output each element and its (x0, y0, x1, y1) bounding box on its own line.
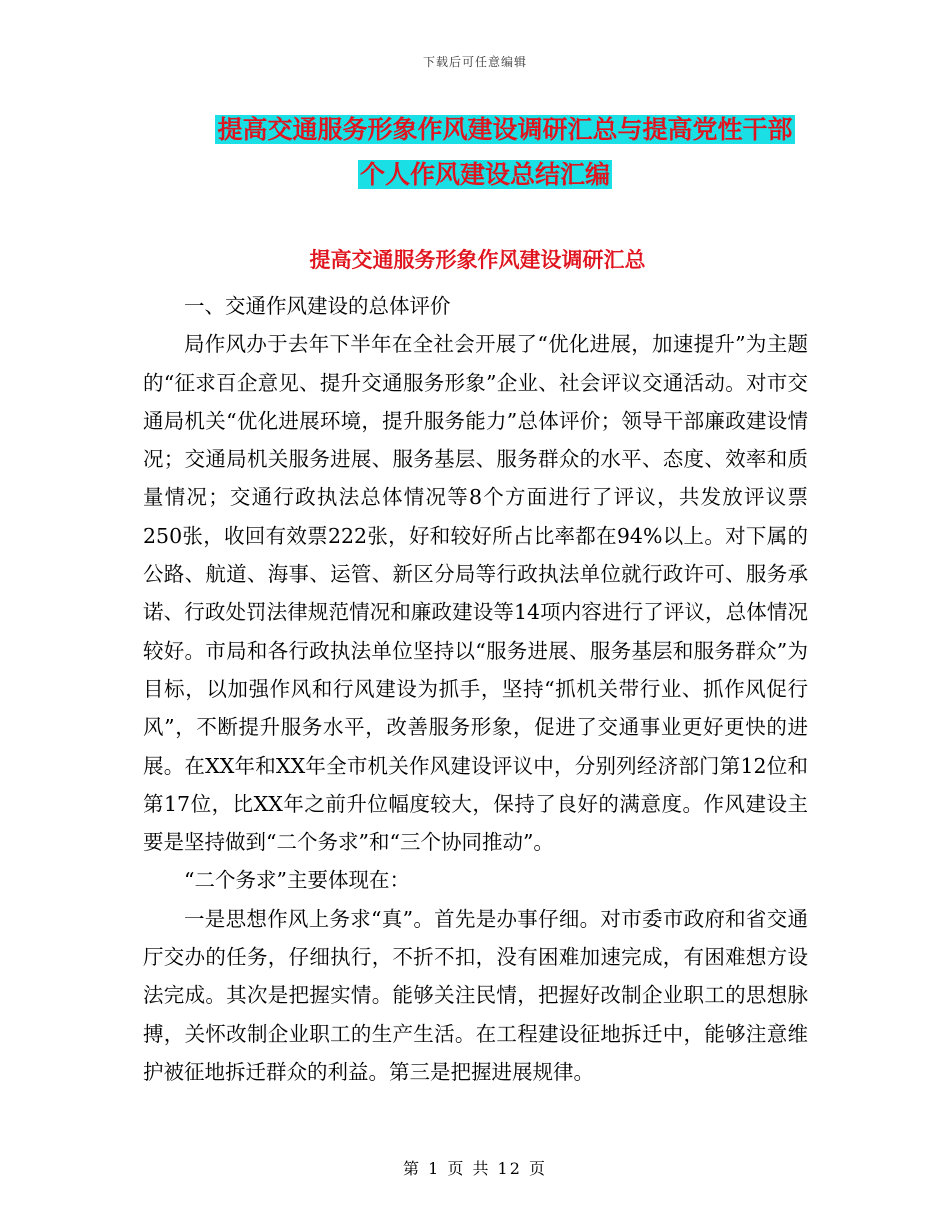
paragraph: 局作风办于去年下半年在全社会开展了“优化进展，加速提升”为主题的“征求百企意见、提升交通服务形象”企业、社会评议交通活动。对市交通局机关“优化进展环境，提升服务能力”总体评价；领导干部廉政建设情况；交通局机关服务进展、服务基层、服务群众的水平、态度、效率和质量情况；交通行政执法总体情况等8个方面进行了评议，共发放评议票250张，收回有效票222张，好和较好所占比率都在94%以上。对下属的公路、航道、海事、运管、新区分局等行政执法单位就行政许可、服务承诺、行政处罚法律规范情况和廉政建设等14项内容进行了评议，总体情况较好。市局和各行政执法单位坚持以“服务进展、服务基层和服务群众”为目标，以加强作风和行风建设为抓手，坚持“抓机关带行业、抓作风促行风”，不断提升服务水平，改善服务形象，促进了交通事业更好更快的进展。在XX年和XX年全市机关作风建设评议中，分别列经济部门第12位和第17位，比XX年之前升位幅度较大，保持了良好的满意度。作风建设主要是坚持做到“二个务求”和“三个协同推动”。 (143, 332, 808, 855)
page-number-footer: 第 1 页 共 12 页 (403, 1159, 547, 1178)
document-title-line-2 (0, 155, 950, 195)
header-note: 下载后可任意编辑 (422, 55, 527, 69)
document-title-text-1: 提高交通服务形象作风建设调研汇总与提高党性干部 (217, 115, 793, 144)
document-body (143, 287, 808, 1091)
document-title-text-2: 个人作风建设总结汇编 (359, 160, 610, 189)
paragraph-subheading: 一、交通作风建设的总体评价 (184, 294, 451, 318)
section-heading: 提高交通服务形象作风建设调研汇总 (309, 248, 646, 272)
paragraph-subheading: “二个务求”主要体现在： (184, 868, 410, 893)
paragraph: 一是思想作风上务求“真”。首先是办事仔细。对市委市政府和省交通厅交办的任务，仔细执行，不折不扣，没有困难加速完成，有困难想方设法完成。其次是把握实情。能够关注民情，把握好改制企业职工的思想脉搏，关怀改制企业职工的生产生活。在工程建设征地拆迁中，能够注意维护被征地拆迁群众的利益。第三是把握进展规律。 (143, 906, 808, 1084)
document-title-line-1 (0, 110, 950, 150)
